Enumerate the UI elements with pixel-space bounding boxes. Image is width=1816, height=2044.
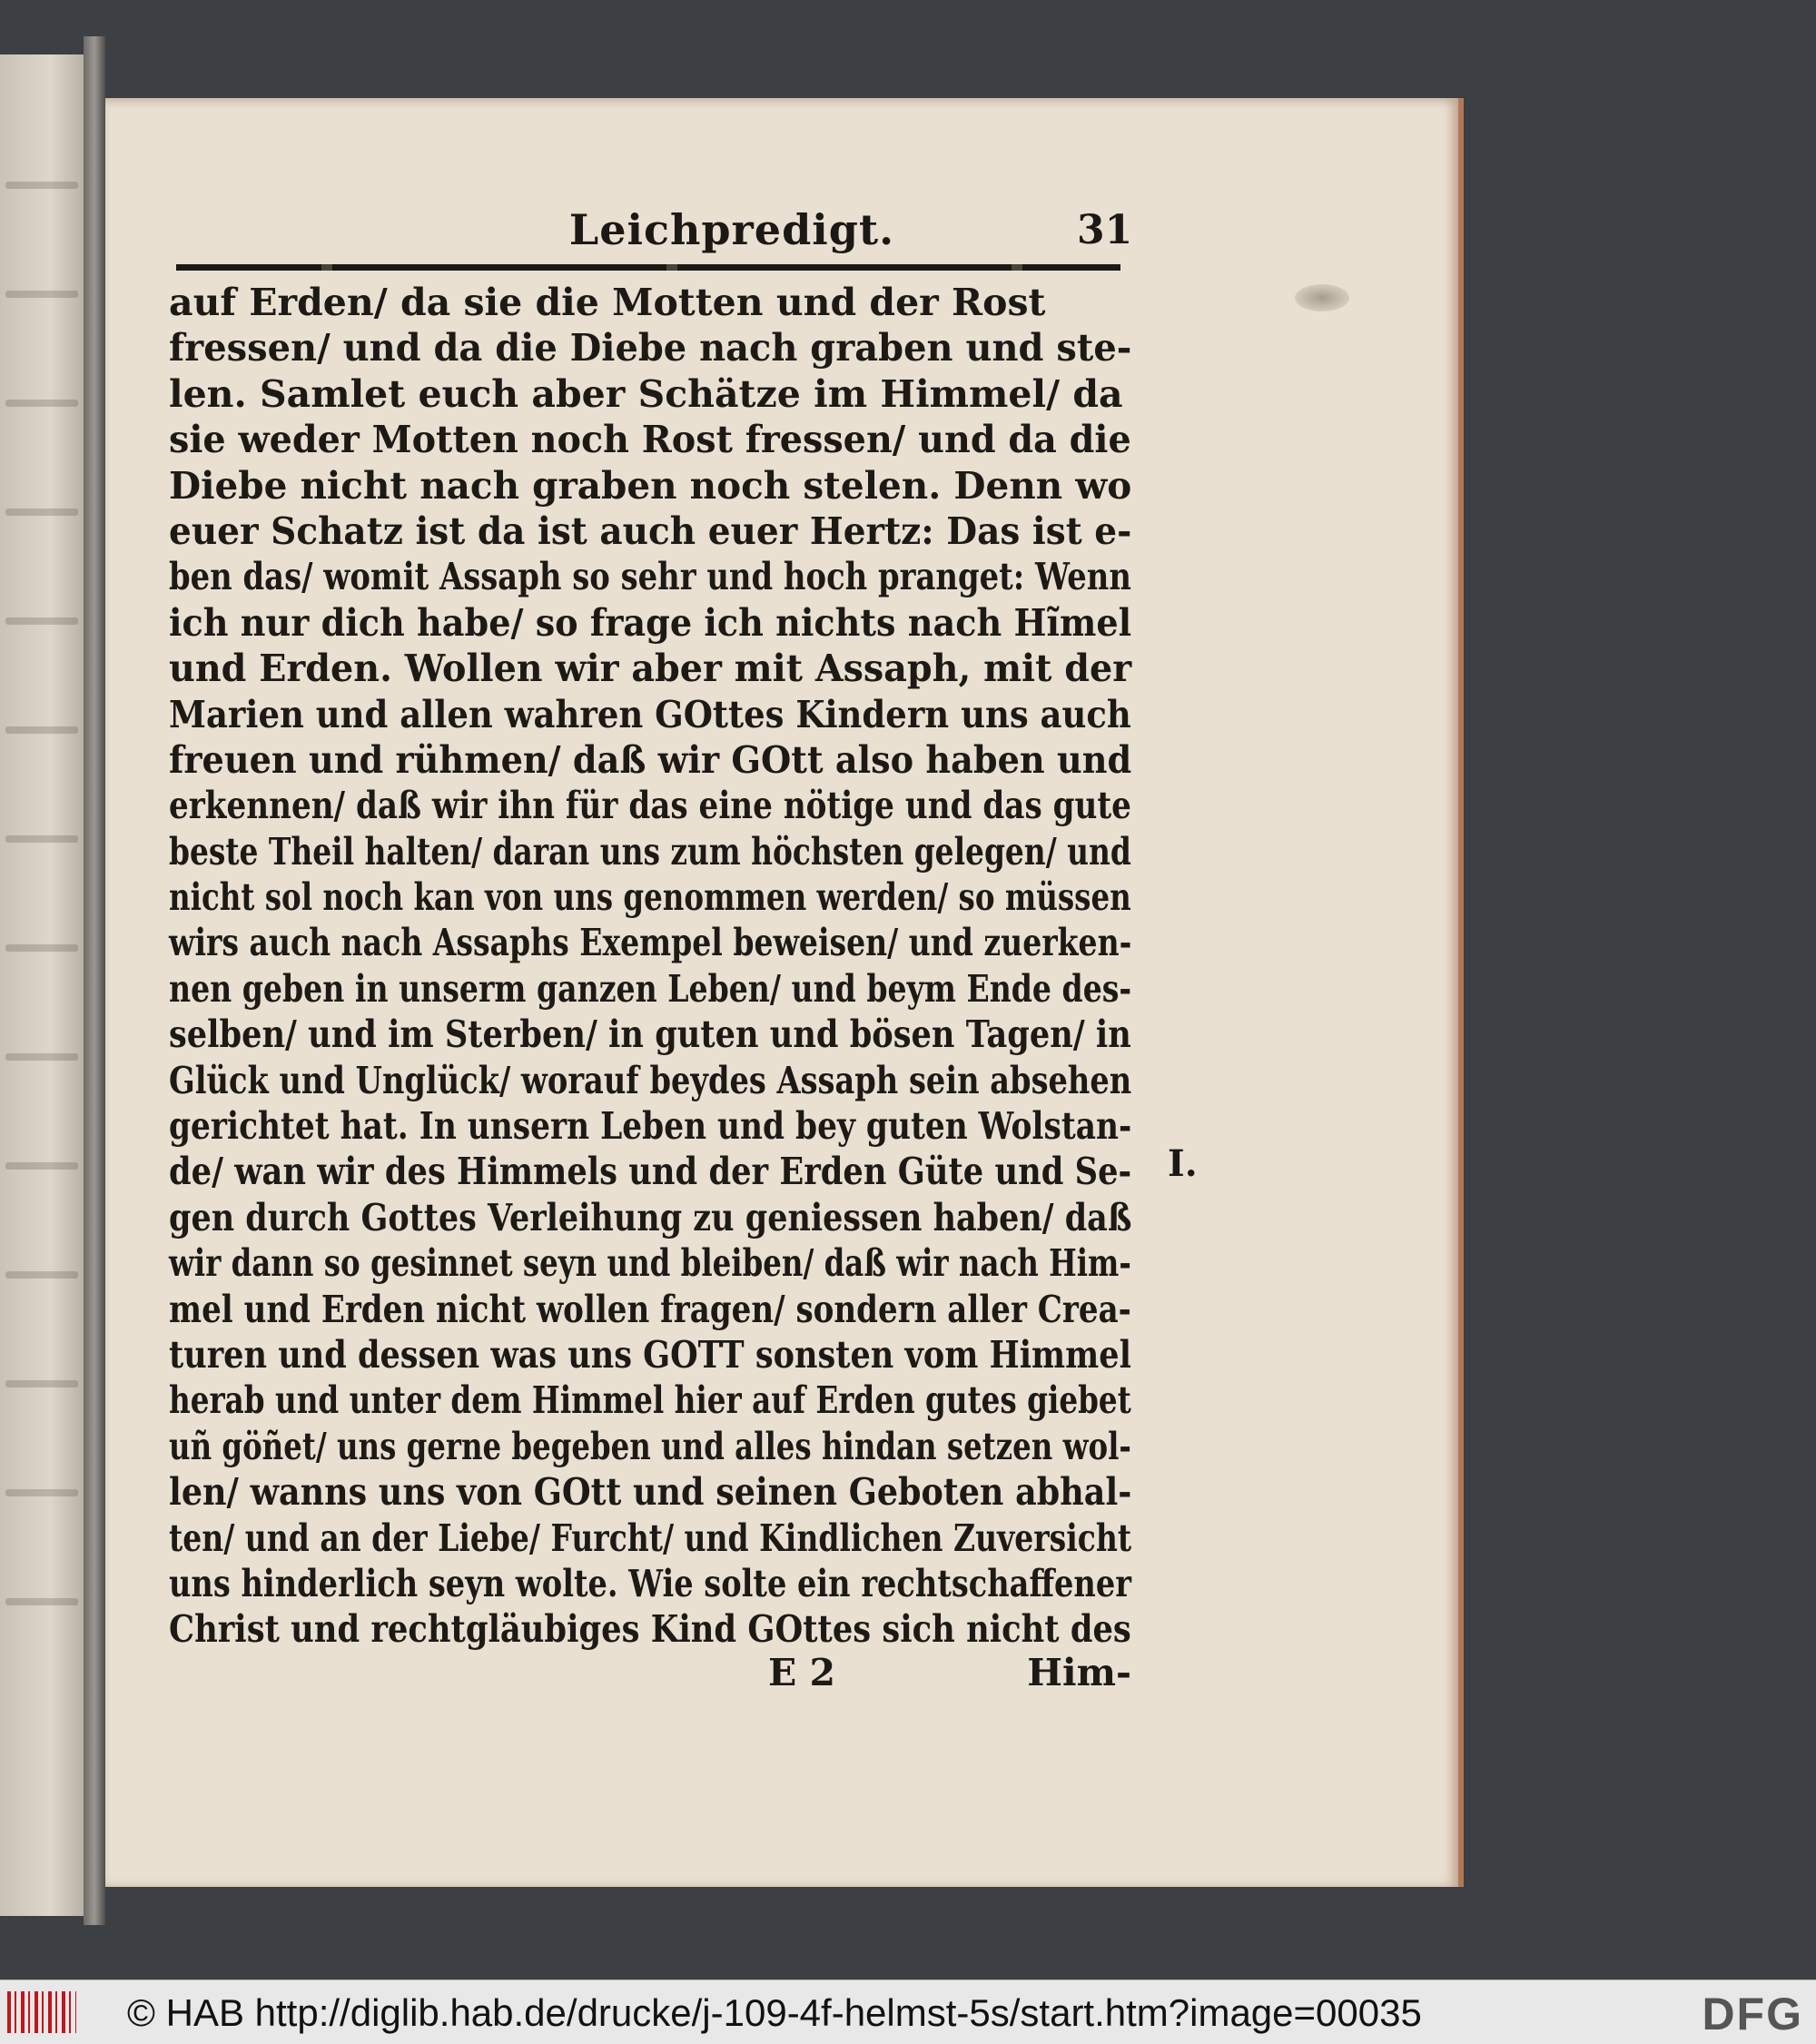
facing-page-text-trace [5,1598,78,1605]
text-line: euer Schatz ist da ist auch euer Hertz: Das ist e- [169,509,1132,553]
catchword: Him- [1027,1651,1131,1694]
text-line: nicht sol noch kan von uns genommen werden/ so müssen [169,875,1131,920]
text-line: gen durch Gottes Verleihung zu geniessen haben/ daß [169,1195,1132,1239]
facing-page-text-trace [5,291,78,298]
text-line: freuen und rühmen/ daß wir GOtt also haben und [169,737,1132,782]
text-line: Glück und Unglück/ worauf beydes Assaph sein absehen [169,1058,1132,1102]
facing-page-edge [0,54,84,1916]
facing-page-text-trace [5,1053,78,1061]
text-line: beste Theil halten/ daran uns zum höchsten gelegen/ und [169,829,1131,874]
dfg-logo: DFG [1702,1989,1803,2039]
facing-page-text-trace [5,1380,78,1387]
text-line: auf Erden/ da sie die Motten und der Rost [169,281,1046,324]
text-line: turen und dessen was uns GOTT sonsten vom Himmel [169,1332,1131,1377]
paper-stain [1295,284,1349,311]
running-title: Leichpredigt. [568,205,895,254]
text-line: wir dann so gesinnet seyn und bleiben/ daß wir nach Him- [169,1241,1131,1286]
text-line: herab und unter dem Himmel hier auf Erden gutes giebet [169,1378,1131,1423]
text-line: de/ wan wir des Himmels und der Erden Güte und Se- [169,1150,1132,1194]
text-line: ten/ und an der Liebe/ Furcht/ und Kindlichen Zuversicht [169,1516,1132,1560]
text-line: mel und Erden nicht wollen fragen/ sondern aller Crea- [169,1287,1131,1331]
facing-page-text-trace [5,835,78,843]
source-link[interactable]: © HAB http://diglib.hab.de/drucke/j-109-4f-helmst-5s/start.htm?image=00035 [127,1991,1422,2034]
footer-bar [0,1980,1816,2044]
facing-page-text-trace [5,1489,78,1496]
text-line: wirs auch nach Assaphs Exempel beweisen/ und zuerken- [169,921,1132,965]
hab-barcode-logo-icon [7,1991,76,2033]
text-line: uns hinderlich seyn wolte. Wie solte ein rechtschaffener [169,1561,1131,1605]
book-gutter [84,36,105,1925]
facing-page-text-trace [5,726,78,734]
text-line: gerichtet hat. In unsern Leben und bey guten Wolstan- [169,1104,1132,1149]
text-line: uñ göñet/ uns gerne begeben und alles hindan setzen wol- [169,1424,1131,1468]
text-line: und Erden. Wollen wir aber mit Assaph, mit der [169,647,1132,691]
page-number: 31 [1077,207,1133,253]
body-text [169,280,1131,1653]
facing-page-text-trace [5,1162,78,1170]
facing-page-text-trace [5,400,78,407]
catch-line [169,1651,1131,1696]
text-line: ben das/ womit Assaph so sehr und hoch pranget: Wenn [169,555,1131,599]
text-line: ich nur dich habe/ so frage ich nichts nach Hĩmel [169,600,1132,645]
facing-page-text-trace [5,182,78,189]
facing-page-text-trace [5,509,78,516]
signature-mark: E 2 [768,1651,836,1694]
facing-page-text-trace [5,944,78,952]
text-line: len. Samlet euch aber Schätze im Himmel/ da [169,371,1123,416]
text-line: sie weder Motten noch Rost fressen/ und da die [169,418,1131,462]
text-line: Christ und rechtgläubiges Kind GOttes sich nicht des [169,1607,1131,1652]
facing-page-text-trace [5,617,78,625]
header-rule [176,264,1120,271]
margin-note: I. [1168,1142,1198,1185]
text-line: Marien und allen wahren GOttes Kindern uns auch [169,692,1131,736]
text-line: fressen/ und da die Diebe nach graben und ste- [169,326,1132,370]
text-line: len/ wanns uns von GOtt und seinen Geboten abhal- [169,1470,1132,1515]
facing-page-text-trace [5,1271,78,1279]
text-line: nen geben in unserm ganzen Leben/ und beym Ende des- [169,966,1132,1011]
text-line: Diebe nicht nach graben noch stelen. Denn wo [169,463,1132,508]
text-line: erkennen/ daß wir ihn für das eine nötige und das gute [169,784,1131,828]
text-line: selben/ und im Sterben/ in guten und bösen Tagen/ in [169,1012,1131,1057]
printed-page [105,98,1464,1887]
